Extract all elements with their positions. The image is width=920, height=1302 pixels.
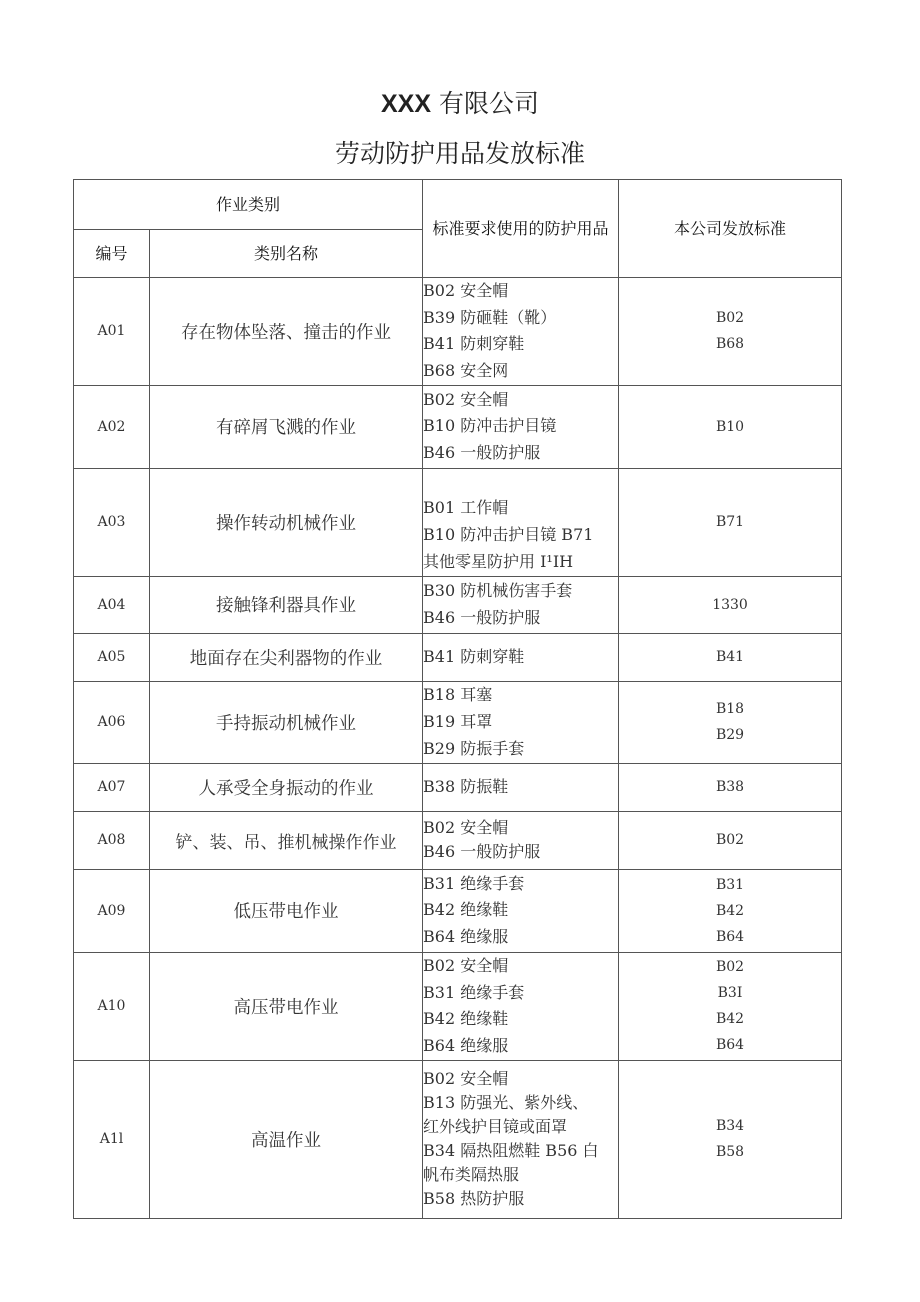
row-code: A03 — [74, 468, 150, 576]
ppe-item: B38 防振鞋 — [423, 776, 509, 796]
table-row — [74, 468, 842, 576]
table-row — [74, 811, 842, 869]
row-category-name: 有碎屑飞溅的作业 — [150, 385, 423, 468]
ppe-item: B41 防刺穿鞋 — [423, 334, 525, 354]
table-row — [74, 385, 842, 468]
row-code: A10 — [74, 952, 150, 1060]
row-category-name: 存在物体坠落、撞击的作业 — [150, 278, 423, 386]
row-company-standard — [619, 869, 842, 952]
company-name-placeholder: XXX — [381, 90, 432, 118]
table-row — [74, 952, 842, 1060]
row-category-name: 铲、装、吊、推机械操作作业 — [150, 811, 423, 869]
row-required-ppe — [423, 278, 619, 386]
row-required-ppe — [423, 811, 619, 869]
standard-code: B58 — [715, 1144, 745, 1161]
ppe-item: B31 绝缘手套 — [423, 873, 525, 893]
table-row — [74, 278, 842, 386]
row-required-ppe — [423, 385, 619, 468]
row-code: A05 — [74, 633, 150, 681]
table-row — [74, 633, 842, 681]
standard-code: B64 — [715, 1037, 745, 1054]
row-company-standard — [619, 576, 842, 633]
header-category: 作业类别 — [74, 180, 423, 230]
row-code: A04 — [74, 576, 150, 633]
row-company-standard — [619, 633, 842, 681]
ppe-item: 其他零星防护用 I¹IH — [423, 551, 574, 571]
standard-code: B10 — [715, 418, 745, 435]
standard-code: B3I — [717, 985, 743, 1002]
document-title — [0, 86, 920, 122]
standard-code: B18 — [715, 701, 745, 718]
ppe-item: B64 绝缘服 — [423, 927, 509, 947]
row-required-ppe — [423, 576, 619, 633]
row-code: A1l — [74, 1060, 150, 1218]
standard-code: B41 — [715, 649, 745, 666]
row-company-standard — [619, 681, 842, 763]
row-category-name: 手持振动机械作业 — [150, 681, 423, 763]
row-category-name: 地面存在尖利器物的作业 — [150, 633, 423, 681]
header-row-top — [74, 180, 842, 230]
row-required-ppe — [423, 633, 619, 681]
row-company-standard — [619, 1060, 842, 1218]
header-company-standard: 本公司发放标准 — [619, 180, 842, 278]
row-company-standard — [619, 385, 842, 468]
company-suffix: 有限公司 — [431, 89, 539, 118]
ppe-item: B29 防振手套 — [423, 738, 525, 758]
row-category-name: 低压带电作业 — [150, 869, 423, 952]
row-code: A07 — [74, 763, 150, 811]
ppe-item: B68 安全网 — [423, 361, 509, 381]
row-required-ppe — [423, 763, 619, 811]
row-required-ppe — [423, 468, 619, 576]
ppe-item: B30 防机械伤害手套 — [423, 581, 573, 601]
table-row — [74, 763, 842, 811]
document-subtitle: 劳动防护用品发放标准 — [334, 139, 585, 168]
standard-code: B31 — [715, 876, 745, 893]
standard-code: B68 — [715, 336, 745, 353]
row-company-standard — [619, 952, 842, 1060]
row-company-standard — [619, 278, 842, 386]
header-code: 编号 — [74, 230, 150, 278]
standard-code: 1330 — [712, 596, 748, 613]
table-row — [74, 1060, 842, 1218]
row-code: A02 — [74, 385, 150, 468]
ppe-item: B34 隔热阻燃鞋 B56 白 — [423, 1141, 599, 1161]
ppe-standard-table — [73, 179, 842, 1219]
row-company-standard — [619, 811, 842, 869]
row-code: A01 — [74, 278, 150, 386]
ppe-item: 红外线护目镜或面罩 — [423, 1117, 568, 1137]
row-category-name: 高温作业 — [150, 1060, 423, 1218]
ppe-item: B02 安全帽 — [423, 1069, 509, 1089]
row-company-standard — [619, 468, 842, 576]
ppe-item: B39 防砸鞋（靴） — [423, 307, 557, 327]
ppe-item: B46 一般防护服 — [423, 607, 541, 627]
standard-code: B29 — [715, 727, 745, 744]
row-required-ppe — [423, 869, 619, 952]
row-required-ppe — [423, 952, 619, 1060]
ppe-item: B02 安全帽 — [423, 818, 509, 838]
ppe-item: 帆布类隔热服 — [423, 1165, 520, 1185]
standard-code: B42 — [715, 1011, 745, 1028]
table-row — [74, 869, 842, 952]
ppe-item: B31 绝缘手套 — [423, 982, 525, 1002]
ppe-item: B13 防强光、紫外线、 — [423, 1093, 589, 1113]
ppe-item: B41 防刺穿鞋 — [423, 646, 525, 666]
header-category-name: 类别名称 — [150, 230, 423, 278]
row-code: A06 — [74, 681, 150, 763]
ppe-item: B10 防冲击护目镜 B71 — [423, 524, 594, 544]
ppe-item: B02 安全帽 — [423, 281, 509, 300]
ppe-item: B64 绝缘服 — [423, 1035, 509, 1055]
standard-code: B02 — [715, 832, 745, 849]
ppe-item: B58 热防护服 — [423, 1189, 525, 1209]
row-category-name: 操作转动机械作业 — [150, 468, 423, 576]
ppe-item: B42 绝缘鞋 — [423, 900, 509, 920]
standard-code: B38 — [715, 779, 745, 796]
row-category-name: 人承受全身振动的作业 — [150, 763, 423, 811]
row-required-ppe — [423, 1060, 619, 1218]
ppe-item: B02 安全帽 — [423, 389, 509, 409]
standard-code: B02 — [715, 959, 745, 976]
ppe-item: B02 安全帽 — [423, 955, 509, 975]
ppe-item: B46 一般防护服 — [423, 842, 541, 862]
row-code: A08 — [74, 811, 150, 869]
standard-code: B34 — [715, 1118, 745, 1135]
standard-code: B02 — [715, 310, 745, 327]
row-company-standard — [619, 763, 842, 811]
ppe-item: B01 工作帽 — [423, 498, 509, 518]
standard-code: B42 — [715, 902, 745, 919]
ppe-item: B19 耳罩 — [423, 711, 493, 731]
row-code: A09 — [74, 869, 150, 952]
standard-code: B64 — [715, 928, 745, 945]
standard-code: B71 — [715, 514, 745, 531]
ppe-item: B46 一般防护服 — [423, 443, 541, 463]
table-row — [74, 681, 842, 763]
ppe-item: B42 绝缘鞋 — [423, 1009, 509, 1029]
ppe-item: B18 耳塞 — [423, 685, 493, 705]
row-category-name: 高压带电作业 — [150, 952, 423, 1060]
table-row — [74, 576, 842, 633]
row-category-name: 接触锋利器具作业 — [150, 576, 423, 633]
row-required-ppe — [423, 681, 619, 763]
header-required-ppe: 标准要求使用的防护用品 — [423, 180, 619, 278]
ppe-item: B10 防冲击护目镜 — [423, 416, 557, 436]
